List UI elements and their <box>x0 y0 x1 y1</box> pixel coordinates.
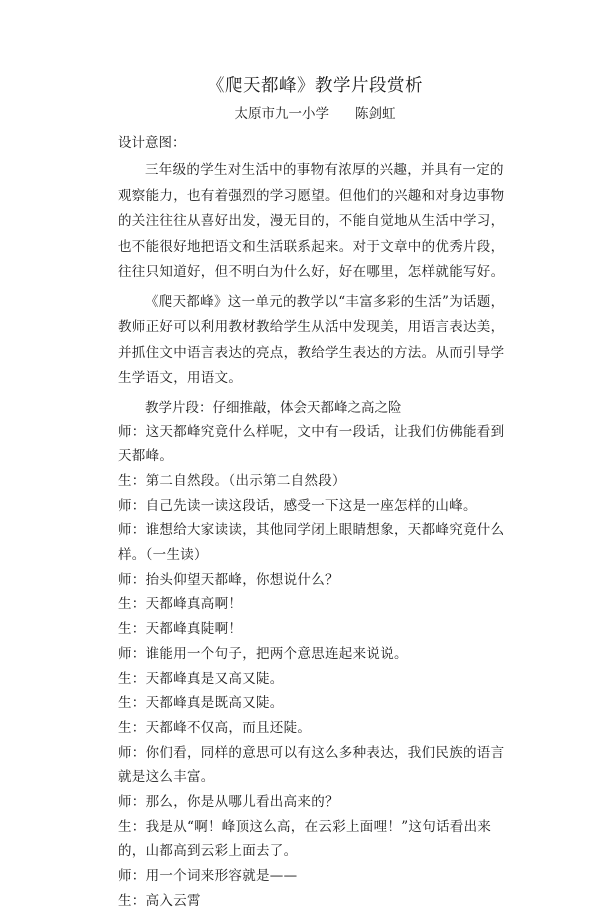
dialogue-line: 生：天都峰不仅高，而且还陡。 <box>118 719 312 736</box>
dialogue-line: 师：这天都峰究竟什么样呢，文中有一段话，让我们仿佛能看到天都峰。 <box>118 423 505 465</box>
dialogue-line: 生：天都峰真是又高又陡。 <box>118 670 284 687</box>
dialogue-line: 生：高入云霄 <box>118 892 201 909</box>
section-heading: 教学片段：仔细推敲，体会天都峰之高之险 <box>145 399 402 416</box>
design-intent-label: 设计意图： <box>118 135 186 151</box>
dialogue-line: 生：天都峰真陡啊！ <box>118 621 243 638</box>
school-name: 太原市九一小学 <box>234 106 329 122</box>
byline <box>118 104 512 124</box>
dialogue-line: 生：天都峰真高啊！ <box>118 596 243 613</box>
dialogue-line: 师：谁能用一个句子，把两个意思连起来说说。 <box>118 645 408 662</box>
dialogue-line: 生：我是从“啊！峰顶这么高，在云彩上面哩！”这句话看出来的，山都高到云彩上面去了。 <box>118 818 492 860</box>
dialogue-line: 师：那么，你是从哪儿看出高来的？ <box>118 794 339 811</box>
dialogue-line: 师：用一个词来形容就是—— <box>118 868 298 885</box>
paragraph: 《爬天都峰》这一单元的教学以“丰富多彩的生活”为话题，教师正好可以利用教材教给学生从活中发现美，用语言表达美，并抓住文中语言表达的亮点，教给学生表达的方法。从而引导学生学语文，用语文。 <box>118 293 505 386</box>
dialogue-line: 生：天都峰真是既高又陡。 <box>118 695 284 712</box>
dialogue-line: 师：自己先读一读这段话，感受一下这是一座怎样的山峰。 <box>118 497 477 514</box>
dialogue-line: 师：谁想给大家读读，其他同学闭上眼睛想象，天都峰究竟什么样。（一生读） <box>118 522 505 564</box>
paragraph: 三年级的学生对生活中的事物有浓厚的兴趣，并具有一定的观察能力，也有着强烈的学习愿望。但他们的兴趣和对身边事物的关注往往从喜好出发，漫无目的，不能自觉地从生活中学习，也不能很好地把语文和生活联系起来。对于文章中的优秀片段，往往只知道好，但不明白为什么好，好在哪里，怎样就能写好。 <box>118 162 505 280</box>
dialogue-list <box>118 420 512 914</box>
page-title: 《爬天都峰》教学片段赏析 <box>207 76 423 96</box>
dialogue-line: 生：第二自然段。（出示第二自然段） <box>118 472 346 489</box>
dialogue-line: 师：你们看，同样的意思可以有这么多种表达，我们民族的语言就是这么丰富。 <box>118 744 505 786</box>
dialogue-line: 师：抬头仰望天都峰，你想说什么？ <box>118 571 339 588</box>
author-name: 陈剑虹 <box>355 106 396 122</box>
